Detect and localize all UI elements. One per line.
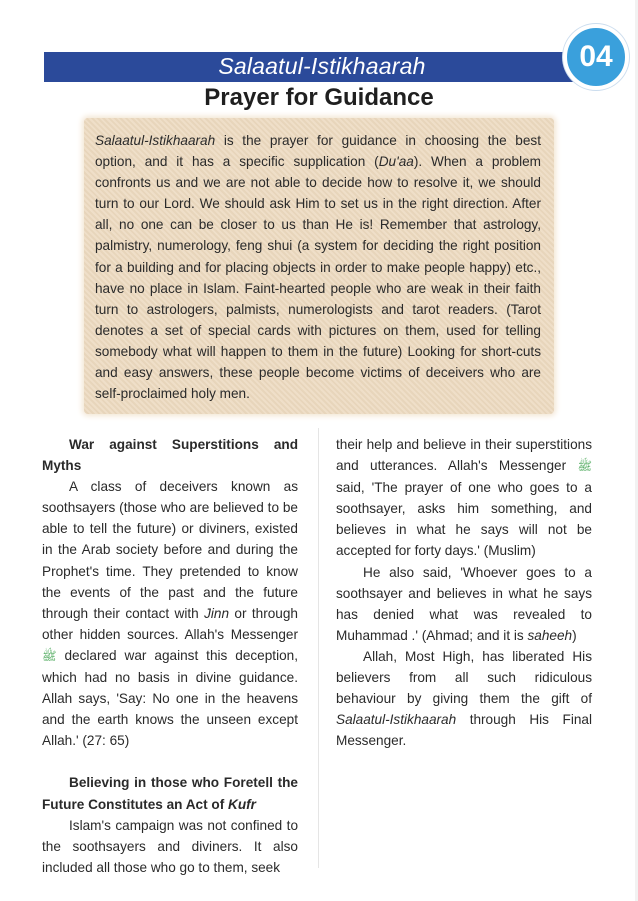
intro-term: Salaatul-Istikhaarah	[95, 133, 216, 148]
paragraph-text: declared war against this deception, which had no basis in divine guidance. Allah says, 'Say: No one in the heavens and the earth knows the unseen except Allah.' (27: 65)	[42, 647, 298, 749]
paragraph-text: their help and believe in their superstitions and utterances. Allah's Messenger	[336, 437, 592, 474]
section-heading-superstitions: War against Superstitions and Myths	[42, 437, 298, 474]
salutation-calligraphy-icon: ﷺ	[577, 459, 592, 474]
paragraph-soothsayers	[42, 476, 298, 751]
paragraph-text: A class of deceivers known as soothsayers (those who are believed to be able to tell the future) or diviners, existed in the Arab society before and during the Prophet's time. They pretended to know the events of the past and the future through their contact with	[42, 479, 298, 621]
paragraph-text: or through other hidden sources. Allah's Messenger	[42, 605, 298, 642]
column-divider	[318, 428, 319, 868]
paragraph-text: said, 'The prayer of one who goes to a soothsayer, asks him something, and believes in what he says will not be accepted for forty days.' (Muslim)	[336, 480, 592, 559]
section-heading-kufr	[42, 772, 298, 814]
heading-text: Believing in those who Foretell the Future Constitutes an Act of	[42, 775, 298, 812]
chapter-title: Salaatul-Istikhaarah	[218, 53, 426, 79]
paragraph-text: )	[572, 627, 577, 643]
paragraph-continued	[336, 434, 592, 562]
chapter-number-badge: 04	[563, 24, 629, 90]
jinn-term: Jinn	[204, 605, 230, 621]
paragraph-liberation	[336, 646, 592, 751]
paragraph-campaign: Islam's campaign was not confined to the soothsayers and diviners. It also included all those who go to them, seek	[42, 817, 298, 875]
saheeh-term: saheeh	[527, 627, 573, 643]
left-column	[42, 434, 298, 878]
paragraph-text: through His Final Messenger.	[336, 712, 592, 749]
salutation-calligraphy-icon: ﷺ	[42, 648, 57, 663]
istikhaarah-term: Salaatul-Istikhaarah	[336, 712, 457, 728]
spacer	[42, 751, 298, 772]
paragraph-text: Allah, Most High, has liberated His believers from all such ridiculous behaviour by giving them the gift of	[336, 648, 592, 707]
paragraph-hadith-ahmad	[336, 562, 592, 646]
chapter-title-banner	[44, 52, 600, 82]
kufr-term: Kufr	[228, 796, 256, 812]
intro-text-1: is the prayer for guidance in choosing the best option, and it has a specific supplication (	[95, 133, 541, 170]
intro-duaa: Du'aa	[378, 154, 414, 170]
right-column	[336, 434, 592, 751]
intro-paragraph	[95, 130, 541, 404]
intro-text-2: ). When a problem confronts us and we are not able to decide how to resolve it, we should turn to our Lord. We should ask Him to set us in the right direction. After all, no one can be closer to us than He is! Remember that astrology, palmistry, numerology, feng shui (a system for deciding the right position for a building and for placing objects in order to make people happy) etc., have no place in Islam. Faint-hearted people who are weak in their faith turn to astrologers, palmists, numerologists and tarot readers. (Tarot denotes a set of special cards with pictures on them, used for telling somebody what will happen to them in the future) Looking for short-cuts and easy answers, these people become victims of deceivers who are self-proclaimed holy men.	[95, 154, 541, 402]
paragraph-text: He also said, 'Whoever goes to a soothsayer and believes in what he says has denied what was revealed to Muhammad .' (Ahmad; and it is	[336, 564, 592, 643]
page-subtitle: Prayer for Guidance	[204, 84, 434, 111]
